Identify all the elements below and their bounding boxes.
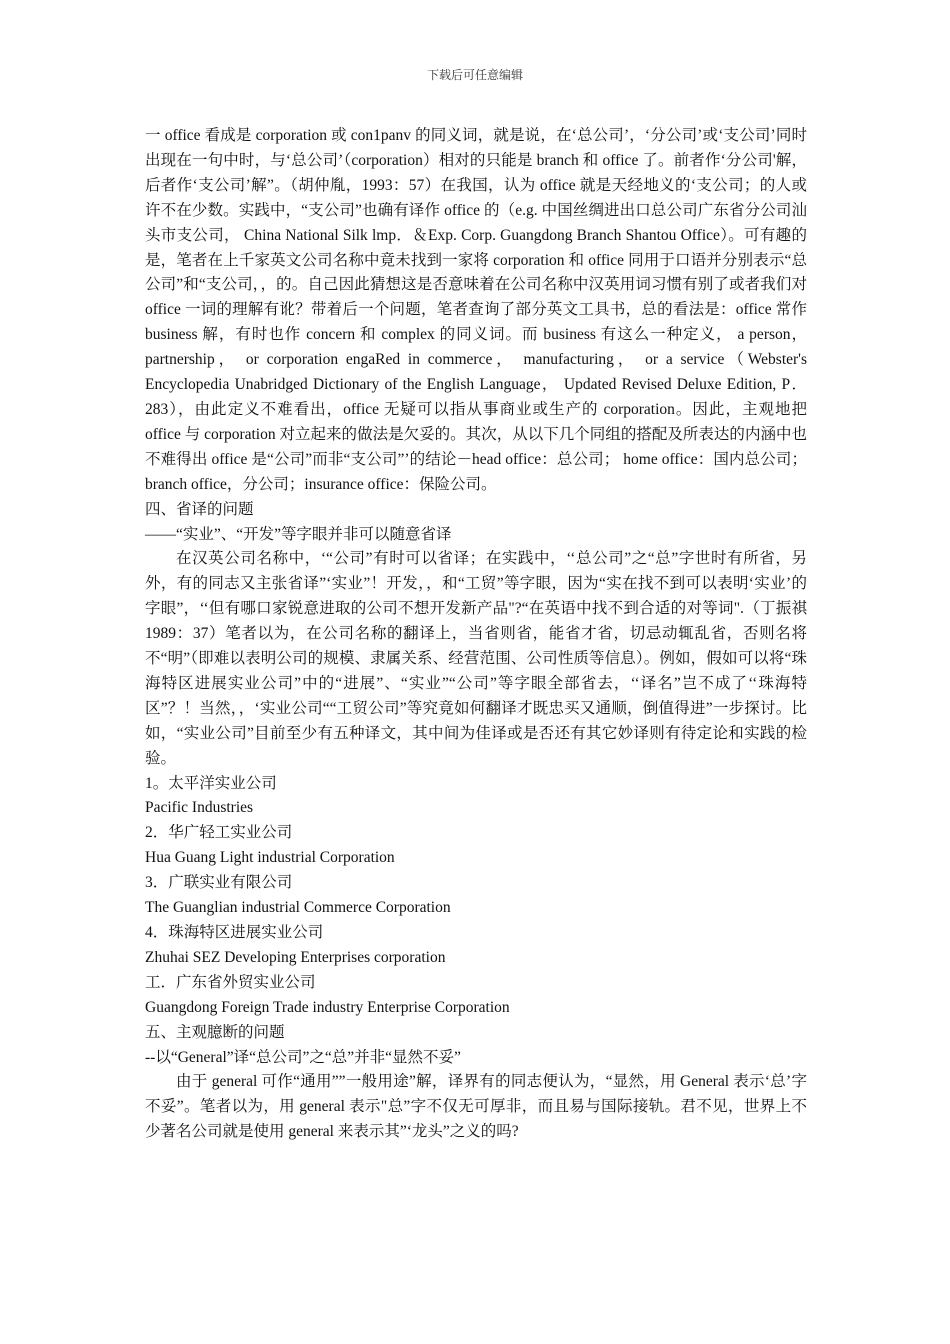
example-item-2-cn: 2．华广轻工实业公司 xyxy=(145,824,293,842)
section-subheading-omission: ——“实业”、“开发”等字眼并非可以随意省译 xyxy=(145,525,452,543)
page-header: 下载后可任意编辑 xyxy=(426,68,523,82)
paragraph-general: 由于 general 可作“通用””一般用途”解，译界有的同志便认为，“显然，用 General 表示‘总’字不妥”。笔者以为，用 general 表示"总”字不仅无可厚非，而且易与国际接轨。君不见，世界上不少著名公司就是使用 general 来表示其”‘龙头”之义的吗? xyxy=(145,1073,807,1141)
example-item-1-cn: 1。太平洋实业公司 xyxy=(145,774,277,792)
example-item-4-en: Zhuhai SEZ Developing Enterprises corporation xyxy=(145,948,446,966)
example-item-3-cn: 3．广联实业有限公司 xyxy=(145,874,293,892)
example-item-5-en: Guangdong Foreign Trade industry Enterprise Corporation xyxy=(145,998,510,1016)
example-item-3-en: The Guanglian industrial Commerce Corporation xyxy=(145,899,451,917)
section-heading-subjective: 五、主观臆断的问题 xyxy=(145,1023,285,1041)
example-item-4-cn: 4．珠海特区进展实业公司 xyxy=(145,924,324,941)
paragraph-omission: 在汉英公司名称中，‘“公司”有时可以省译；在实践中，‘‘总公司”之“总”字世时有所省，另外，有的同志又主张省译”‘实业”！开发，，和“工贸”等字眼，因为“实在找不到可以表明‘实业’的字眼”，‘‘但有哪口家锐意进取的公司不想开发新产品"?“在英语中找不到合适的对等词".（丁振祺 1989：37）笔者以为，在公司名称的翻译上，当省则省，能省才省，切忌动辄乱省，否则名将不“明”（即难以表明公司的规模、隶属关系、经营范围、公司性质等信息）。例如，假如可以将“珠海特区进展实业公司”中的“进展”、“实业”“公司”等字眼全部省去，‘‘译名”岂不成了‘‘珠海特区”？！当然，，‘实业公司““工贸公司”等究竟如何翻译才既忠买又通顺，倒值得进”一步探讨。比如，“实业公司”目前至少有五种译文，其中间为佳译或是否还有其它妙译则有待定论和实践的检验。 xyxy=(145,550,807,767)
document-body xyxy=(145,124,807,1145)
example-item-2-en: Hua Guang Light industrial Corporation xyxy=(145,849,395,867)
section-subheading-subjective: --以“General”译“总公司”之“总”并非“显然不妥” xyxy=(145,1048,461,1066)
paragraph-office-meaning: 一 office 看成是 corporation 或 con1panv 的同义词，就是说，在‘总公司’，‘分公司’或‘支公司’同时出现在一句中时，与‘总公司’（corporation）相对的只能是 branch 和 office 了。前者作‘分公司'解，后者作‘支公司’解”。（胡仲胤，1993：57）在我国，认为 office 就是天经地义的‘支公司；的人或许不在少数。实践中，“支公司”也确有译作 office 的（e.g. 中国丝绸进出口总公司广东省分公司汕头市支公司， China National Silk lmp．＆Exp. Corp. Guangdong Branch Shantou Office）。可有趣的是，笔者在上千家英文公司名称中竟未找到一家将 corporation 和 office 同用于口语并分别表示“总公司”和“支公司，，的。自己因此猜想这是否意味着在公司名称中汉英用词习惯有别了或者我们对 office 一词的理解有讹？带着后一个问题，笔者查询了部分英文工具书，总的看法是：office 常作 business 解，有时也作 concern 和 complex 的同义词。而 business 有这么一种定义， a person， partnership， or corporation engaRed in commerce， manufacturing， or a service（Webster's Encyclopedia Unabridged Dictionary of the English Language， Updated Revised Deluxe Edition, P． 283），由此定义不难看出，office 无疑可以指从事商业或生产的 corporation。因此，主观地把 office 与 corporation 对立起来的做法是欠妥的。其次，从以下几个同组的搭配及所表达的内涵中也不难得出 office 是“公司”而非“支公司”’的结论－head office：总公司； home office：国内总公司；branch office，分公司；insurance office：保险公司。 xyxy=(145,127,807,493)
example-item-1-en: Pacific Industries xyxy=(145,799,254,817)
section-heading-omission: 四、省译的问题 xyxy=(145,500,254,518)
example-item-5-cn: 工．广东省外贸实业公司 xyxy=(145,973,316,991)
